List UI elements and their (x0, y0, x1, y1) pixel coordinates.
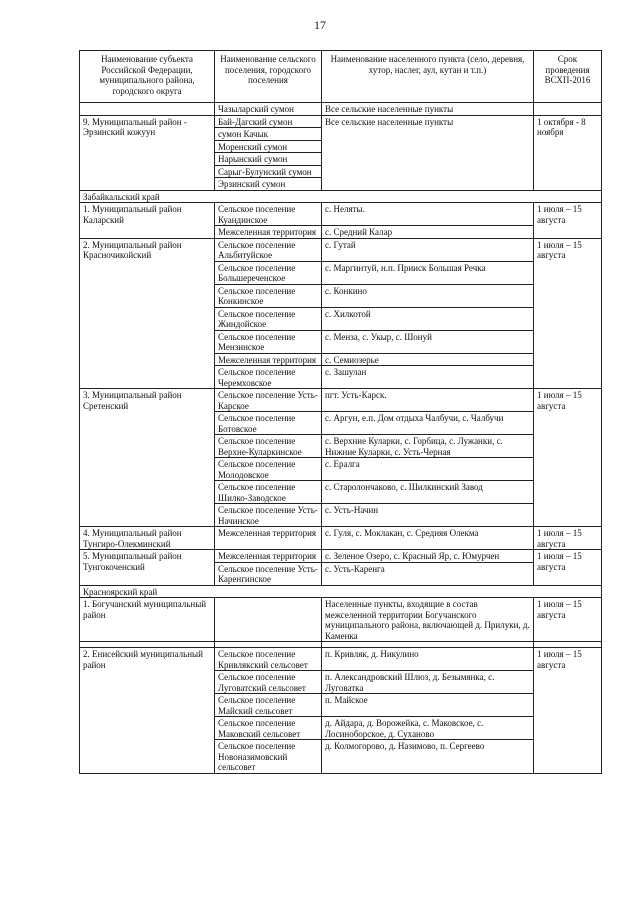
settlement-cell: Сельское поселение Куандинское (215, 203, 322, 226)
term-cell: 1 июля – 15 августа (534, 598, 602, 642)
locality-cell: с. Хилкотой (322, 307, 534, 330)
table-row (80, 527, 602, 550)
settlement-cell: Сельское поселение Маковский сельсовет (215, 717, 322, 740)
term-cell (534, 103, 602, 116)
locality-cell: с. Неляты. (322, 203, 534, 226)
header-subject: Наименование субъекта Российской Федерации, муниципального района, городского округа (80, 51, 215, 103)
table-row (80, 203, 602, 226)
header-settlement: Наименование сельского поселения, городского поселения (215, 51, 322, 103)
region-row (80, 190, 602, 203)
locality-cell: пгт. Усть-Карск. (322, 389, 534, 412)
region-heading: Забайкальский край (80, 190, 602, 203)
locality-cell: с. Аргун, е.п. Дом отдыха Чалбучи, с. Чалбучи (322, 412, 534, 435)
district-cell: 1. Богучанский муниципальный район (80, 598, 215, 642)
settlement-cell: Моренский сумон (215, 140, 322, 153)
term-cell: 1 июля – 15 августа (534, 550, 602, 586)
settlement-cell: Бай-Дагский сумон (215, 115, 322, 128)
settlement-cell: Сельское поселение Шилко-Заводское (215, 481, 322, 504)
settlement-cell: Межселенная территория (215, 353, 322, 366)
term-cell: 1 июля – 15 августа (534, 527, 602, 550)
settlement-cell: сумон Качык (215, 128, 322, 141)
settlement-cell: Сельское поселение Усть-Карское (215, 389, 322, 412)
locality-cell: д. Айдара, д. Ворожейка, с. Маковское, с. Лосиноборское, д. Суханово (322, 717, 534, 740)
settlement-cell: Сельское поселение Усть-Каренгинское (215, 562, 322, 585)
table-row (80, 648, 602, 671)
settlement-cell: Сельское поселение Новоназимовский сельсовет (215, 740, 322, 774)
term-cell: 1 июля – 15 августа (534, 389, 602, 527)
table-row (80, 550, 602, 563)
locality-cell: с. Зеленое Озеро, с. Красный Яр, с. Юмурчен (322, 550, 534, 563)
district-cell: 5. Муниципальный район Тунгокоченский (80, 550, 215, 586)
table-header-row (80, 51, 602, 103)
settlement-cell: Межселенная территория (215, 550, 322, 563)
settlement-cell: Сарыг-Булунский сумон (215, 165, 322, 178)
table-row (80, 115, 602, 128)
locality-cell: с. Маргинтуй, н.п. Прииск Большая Речка (322, 261, 534, 284)
table-row (80, 598, 602, 642)
table-row (80, 238, 602, 261)
locality-cell: п. Александровский Шлюз, д. Безымянка, с. Луговатка (322, 671, 534, 694)
locality-cell: п. Майское (322, 694, 534, 717)
table-row (80, 389, 602, 412)
locality-cell: с. Средний Калар (322, 226, 534, 239)
settlement-cell: Сельское поселение Молодовское (215, 458, 322, 481)
locality-cell: с. Усть-Каренга (322, 562, 534, 585)
header-term: Срок проведения ВСХП-2016 (534, 51, 602, 103)
header-locality: Наименование населенного пункта (село, деревня, хутор, наслег, аул, кутан и т.п.) (322, 51, 534, 103)
subject-cell (80, 103, 215, 116)
settlement-cell: Эрзинский сумон (215, 178, 322, 191)
settlement-cell: Сельское поселение Мензинское (215, 330, 322, 353)
district-cell: 4. Муниципальный район Тунгиро-Олекминский (80, 527, 215, 550)
settlement-cell: Сельское поселение Черемховское (215, 366, 322, 389)
settlement-cell: Сельское поселение Усть-Начинское (215, 504, 322, 527)
locality-cell: п. Кривляк, д. Никулино (322, 648, 534, 671)
region-heading: Красноярский край (80, 585, 602, 598)
locality-cell: д. Колмогорово, д. Назимово, п. Сергеево (322, 740, 534, 774)
district-cell: 1. Муниципальный район Каларский (80, 203, 215, 239)
settlement-cell: Нарынский сумон (215, 153, 322, 166)
term-cell: 1 июля – 15 августа (534, 648, 602, 774)
settlement-cell: Сельское поселение Кривлякский сельсовет (215, 648, 322, 671)
locality-cell: с. Менза, с. Укыр, с. Шонуй (322, 330, 534, 353)
settlement-cell (215, 598, 322, 642)
locality-cell: с. Ералга (322, 458, 534, 481)
locality-cell: Населенные пункты, входящие в состав межселенной территории Богучанского муниципального района, включающей д. Прилуки, д. Каменка (322, 598, 534, 642)
settlement-cell: Сельское поселение Конкинское (215, 284, 322, 307)
locality-cell: с. Семиозерье (322, 353, 534, 366)
district-cell: 9. Муниципальный район - Эрзинский кожуун (80, 115, 215, 190)
locality-cell: с. Старолончаково, с. Шилкинский Завод (322, 481, 534, 504)
term-cell: 1 июля – 15 августа (534, 203, 602, 239)
term-cell: 1 июля – 15 августа (534, 238, 602, 389)
settlement-cell: Межселенная территория (215, 527, 322, 550)
settlement-cell: Сельское поселение Луговатский сельсовет (215, 671, 322, 694)
settlement-cell: Сельское поселение Жиндойское (215, 307, 322, 330)
settlement-cell: Чазыларский сумон (215, 103, 322, 116)
locality-cell: Все сельские населенные пункты (322, 103, 534, 116)
locality-cell: с. Зашулан (322, 366, 534, 389)
settlement-cell: Сельское поселение Альбитуйское (215, 238, 322, 261)
locality-cell: с. Верхние Куларки, с. Горбица, с. Лужанки, с. Нижние Куларки, с. Усть-Черная (322, 435, 534, 458)
district-cell: 3. Муниципальный район Сретенский (80, 389, 215, 527)
district-cell: 2. Енисейский муниципальный район (80, 648, 215, 774)
table-row (80, 103, 602, 116)
district-cell: 2. Муниципальный район Красночикойский (80, 238, 215, 389)
settlement-cell: Сельское поселение Ботовское (215, 412, 322, 435)
page-number: 17 (314, 18, 326, 32)
locality-cell: Все сельские населенные пункты (322, 115, 534, 190)
locality-cell: с. Гутай (322, 238, 534, 261)
settlement-cell: Сельское поселение Большереченское (215, 261, 322, 284)
settlement-cell: Сельское поселение Верхне-Куларкинское (215, 435, 322, 458)
settlement-cell: Сельское поселение Майский сельсовет (215, 694, 322, 717)
locality-cell: с. Гуля, с. Моклакан, с. Средняя Олекма (322, 527, 534, 550)
locality-cell: с. Конкино (322, 284, 534, 307)
term-cell: 1 октября - 8 ноября (534, 115, 602, 190)
settlement-cell: Межселенная территория (215, 226, 322, 239)
locality-cell: с. Усть-Начин (322, 504, 534, 527)
region-row (80, 585, 602, 598)
census-schedule-table (79, 50, 602, 774)
